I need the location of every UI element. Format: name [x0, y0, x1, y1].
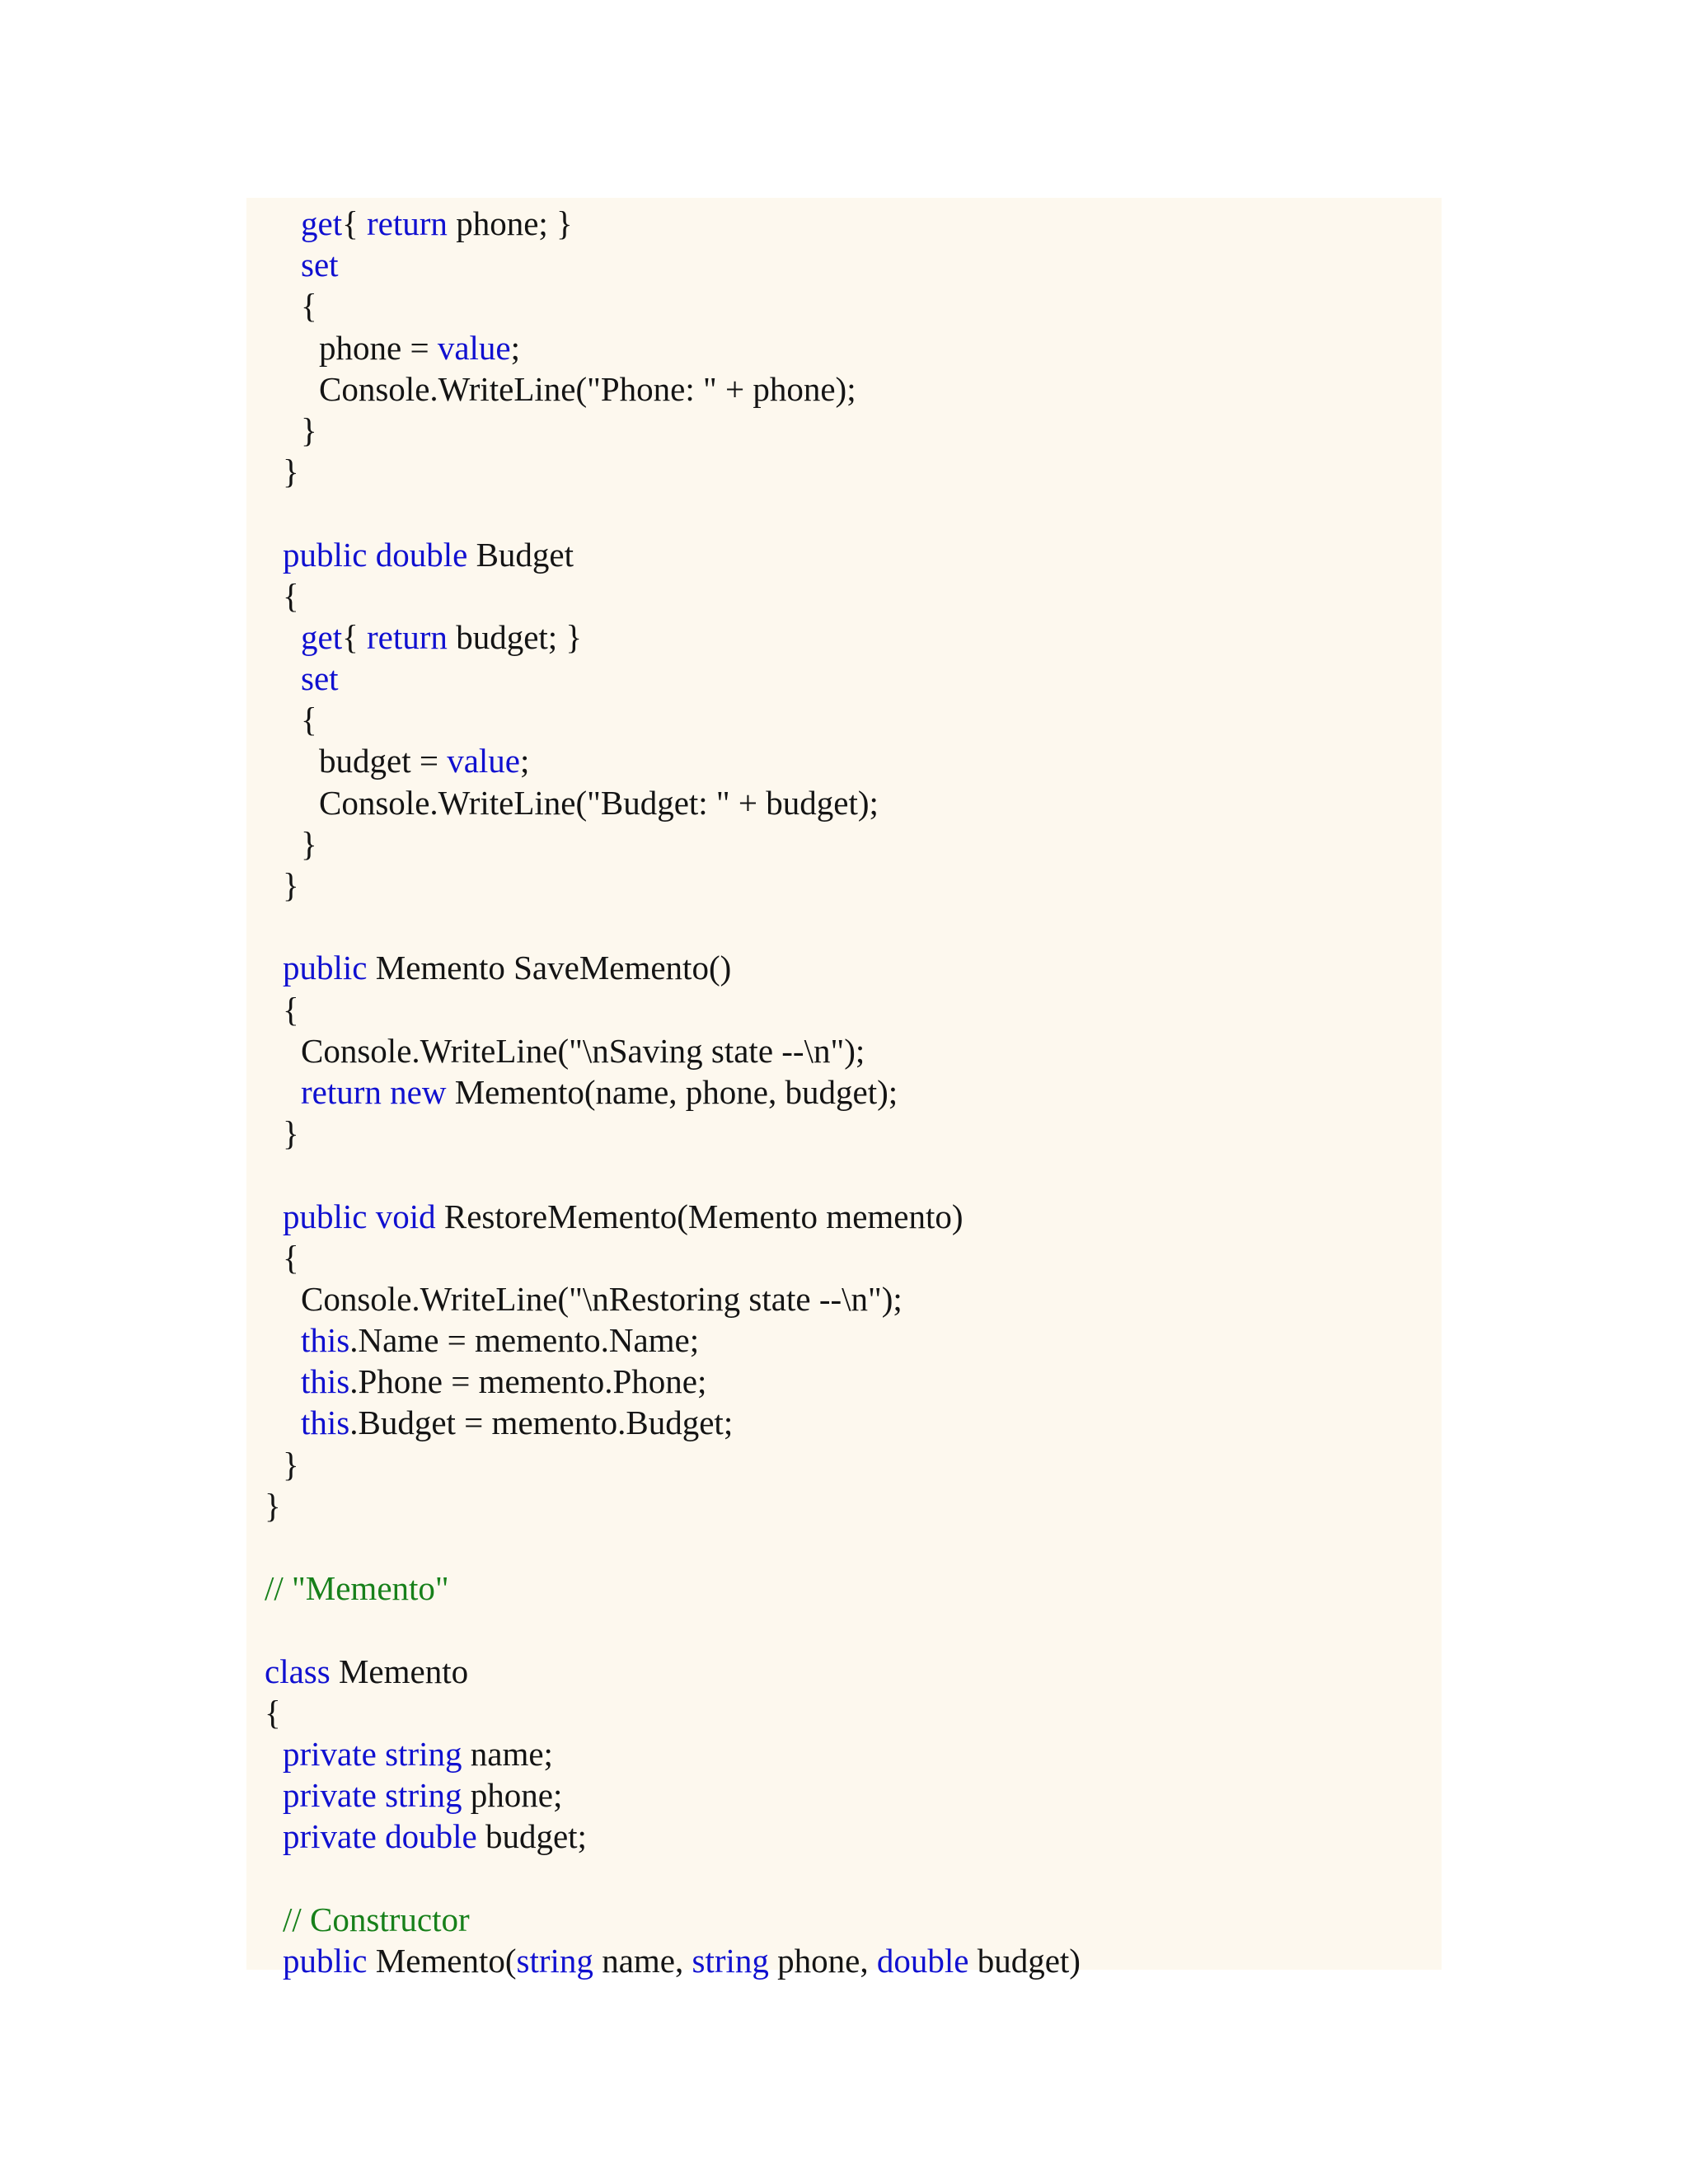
code-line — [265, 1858, 1081, 1899]
code-text: Memento — [330, 1652, 469, 1690]
code-text: { — [283, 990, 299, 1029]
code-keyword: public — [283, 1941, 368, 1980]
code-text: } — [283, 1445, 299, 1483]
code-line — [265, 1609, 1081, 1650]
code-line — [265, 1692, 1081, 1733]
code-keyword: this — [301, 1321, 350, 1360]
code-line — [265, 616, 1081, 658]
code-text: phone = — [319, 328, 438, 367]
code-text: { — [265, 1693, 281, 1732]
code-text: phone; — [462, 1776, 563, 1815]
code-line — [265, 1278, 1081, 1319]
code-lines — [265, 203, 1081, 1981]
code-keyword: set — [301, 246, 339, 284]
code-keyword: get — [301, 204, 343, 242]
code-line — [265, 1196, 1081, 1237]
code-line — [265, 947, 1081, 988]
code-line — [265, 244, 1081, 285]
code-line — [265, 1899, 1081, 1940]
code-keyword: value — [447, 742, 521, 780]
code-text: .Phone = memento.Phone; — [349, 1362, 707, 1401]
code-keyword: return — [301, 1072, 382, 1111]
code-text: RestoreMemento(Memento memento) — [435, 1197, 964, 1235]
code-line — [265, 1402, 1081, 1443]
code-keyword: class — [265, 1652, 331, 1690]
code-text: { — [301, 701, 317, 739]
code-text — [377, 1817, 385, 1855]
code-line — [265, 1526, 1081, 1568]
code-line — [265, 865, 1081, 906]
code-keyword: public — [283, 535, 368, 574]
code-text: } — [283, 866, 299, 904]
code-text: name, — [593, 1941, 692, 1980]
code-line — [265, 1113, 1081, 1154]
code-keyword: return — [367, 204, 448, 242]
code-keyword: double — [375, 535, 468, 574]
code-comment: // Constructor — [283, 1900, 470, 1938]
code-line — [265, 1940, 1081, 1981]
code-line — [265, 1319, 1081, 1361]
code-listing — [246, 198, 1442, 1980]
code-line — [265, 1444, 1081, 1485]
code-keyword: string — [692, 1941, 769, 1980]
code-keyword: private — [283, 1776, 377, 1815]
code-text — [367, 1197, 375, 1235]
code-line — [265, 699, 1081, 740]
code-keyword: public — [283, 949, 368, 987]
code-text: { — [283, 576, 299, 615]
code-line — [265, 1774, 1081, 1816]
code-text: { — [342, 617, 368, 656]
code-keyword: return — [367, 617, 448, 656]
code-line — [265, 327, 1081, 368]
code-text: } — [265, 1486, 281, 1525]
code-text: Console.WriteLine("\nSaving state --\n"); — [301, 1031, 865, 1070]
code-keyword: string — [385, 1734, 462, 1773]
code-text: Memento(name, phone, budget); — [446, 1072, 898, 1111]
code-keyword: new — [390, 1072, 447, 1111]
code-line — [265, 906, 1081, 947]
code-keyword: string — [516, 1941, 593, 1980]
code-keyword: double — [876, 1941, 969, 1980]
code-text: } — [283, 1114, 299, 1153]
code-text: .Name = memento.Name; — [349, 1321, 700, 1360]
code-text: Console.WriteLine("\nRestoring state --\n"); — [301, 1279, 903, 1318]
code-line — [265, 1568, 1081, 1609]
code-line — [265, 492, 1081, 533]
code-keyword: value — [437, 328, 511, 367]
code-line — [265, 1651, 1081, 1692]
code-line — [265, 1154, 1081, 1195]
code-keyword: this — [301, 1362, 350, 1401]
code-text: { — [301, 287, 317, 326]
code-keyword: double — [385, 1817, 477, 1856]
code-text — [382, 1073, 390, 1111]
code-text: budget) — [968, 1941, 1081, 1980]
code-line — [265, 1485, 1081, 1526]
code-line — [265, 534, 1081, 575]
code-text: .Budget = memento.Budget; — [349, 1404, 734, 1442]
code-line — [265, 285, 1081, 326]
code-keyword: void — [375, 1197, 436, 1235]
code-keyword: this — [301, 1404, 350, 1442]
code-line — [265, 1816, 1081, 1857]
code-line — [265, 451, 1081, 492]
code-keyword: set — [301, 659, 339, 698]
code-text: Memento( — [367, 1941, 517, 1980]
code-line — [265, 1030, 1081, 1071]
code-text: budget = — [319, 742, 448, 780]
code-text: name; — [462, 1734, 553, 1773]
code-line — [265, 203, 1081, 244]
code-text: ; — [520, 742, 530, 780]
code-line — [265, 368, 1081, 410]
code-keyword: string — [385, 1776, 462, 1815]
code-text: { — [342, 204, 368, 242]
code-line — [265, 1071, 1081, 1113]
code-text: budget; } — [447, 617, 583, 656]
code-line — [265, 1237, 1081, 1278]
code-text: phone, — [768, 1941, 877, 1980]
code-text: } — [283, 452, 299, 491]
code-line — [265, 575, 1081, 616]
code-text — [377, 1776, 385, 1814]
code-text: Console.WriteLine("Phone: " + phone); — [319, 369, 856, 408]
code-text — [367, 536, 375, 574]
code-text: Memento SaveMemento() — [367, 949, 732, 987]
code-line — [265, 782, 1081, 823]
code-keyword: get — [301, 617, 343, 656]
code-line — [265, 989, 1081, 1030]
code-comment: // "Memento" — [265, 1569, 449, 1608]
code-keyword: public — [283, 1197, 368, 1235]
code-text: phone; } — [447, 204, 573, 242]
code-text: budget; — [476, 1817, 587, 1856]
code-line — [265, 740, 1081, 781]
code-text: ; — [510, 328, 521, 367]
code-line — [265, 410, 1081, 451]
code-keyword: private — [283, 1817, 377, 1856]
code-line — [265, 823, 1081, 865]
code-text: } — [301, 824, 317, 863]
code-line — [265, 1361, 1081, 1402]
code-text: } — [301, 410, 317, 449]
code-text: Console.WriteLine("Budget: " + budget); — [319, 783, 879, 822]
code-text — [377, 1735, 385, 1773]
code-text: Budget — [467, 535, 574, 574]
code-keyword: private — [283, 1734, 377, 1773]
code-text: { — [283, 1238, 299, 1277]
code-line — [265, 658, 1081, 699]
code-line — [265, 1733, 1081, 1774]
